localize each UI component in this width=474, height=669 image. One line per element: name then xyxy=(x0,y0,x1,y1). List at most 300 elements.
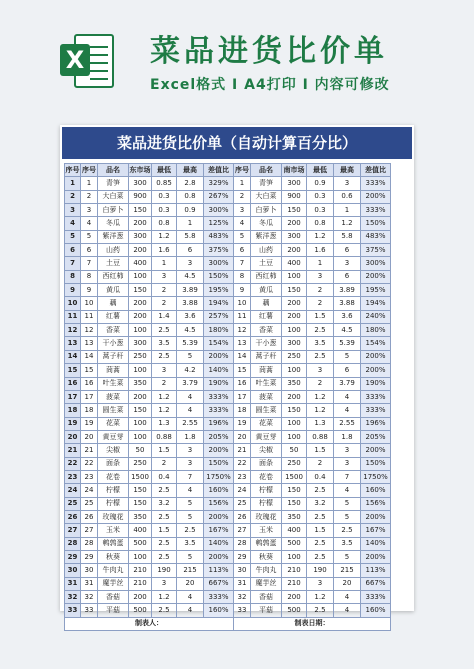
table-cell: 15 xyxy=(81,364,98,377)
column-header: 差值比 xyxy=(361,164,391,177)
table-cell: 150 xyxy=(129,204,152,217)
column-header: 最高 xyxy=(334,164,361,177)
table-cell: 2.8 xyxy=(177,177,204,190)
table-cell: 3.6 xyxy=(177,310,204,323)
table-cell: 1.2 xyxy=(152,404,177,417)
column-header: 南市场 xyxy=(282,164,307,177)
table-cell: 鹌鹑蛋 xyxy=(251,537,282,550)
table-cell: 150% xyxy=(204,270,234,283)
table-cell: 3 xyxy=(234,204,251,217)
table-cell: 牛肉丸 xyxy=(98,564,129,577)
table-cell: 200% xyxy=(361,270,391,283)
table-cell: 483% xyxy=(361,230,391,243)
table-cell: 333% xyxy=(361,390,391,403)
table-cell: 魔芋丝 xyxy=(98,577,129,590)
table-row xyxy=(65,444,391,457)
table-cell: 1.6 xyxy=(307,244,334,257)
table-cell: 3 xyxy=(334,444,361,457)
table-cell: 3.89 xyxy=(334,284,361,297)
table-cell: 350 xyxy=(129,510,152,523)
table-cell: 5.39 xyxy=(177,337,204,350)
table-cell: 200 xyxy=(282,217,307,230)
table-cell: 350 xyxy=(282,510,307,523)
table-cell: 3 xyxy=(152,364,177,377)
table-cell: 4 xyxy=(177,604,204,617)
table-cell: 125% xyxy=(204,217,234,230)
table-cell: 25 xyxy=(81,497,98,510)
table-cell: 20 xyxy=(177,577,204,590)
table-cell: 1.2 xyxy=(152,591,177,604)
table-cell: 0.4 xyxy=(152,470,177,483)
table-cell: 150% xyxy=(204,457,234,470)
table-cell: 32 xyxy=(81,591,98,604)
table-cell: 18 xyxy=(81,404,98,417)
table-cell: 31 xyxy=(81,577,98,590)
table-cell: 200 xyxy=(282,244,307,257)
table-cell: 0.8 xyxy=(152,217,177,230)
table-cell: 150 xyxy=(282,484,307,497)
table-cell: 50 xyxy=(282,444,307,457)
table-cell: 2 xyxy=(234,190,251,203)
table-cell: 5.8 xyxy=(177,230,204,243)
table-row xyxy=(65,310,391,323)
table-cell: 200 xyxy=(282,390,307,403)
table-cell: 205% xyxy=(204,430,234,443)
table-cell: 30 xyxy=(234,564,251,577)
table-cell: 花菜 xyxy=(98,417,129,430)
table-row xyxy=(65,484,391,497)
table-cell: 667% xyxy=(361,577,391,590)
table-cell: 333% xyxy=(204,591,234,604)
table-cell: 2.5 xyxy=(152,510,177,523)
table-cell: 15 xyxy=(234,364,251,377)
table-cell: 黄瓜 xyxy=(98,284,129,297)
table-cell: 蒿子秆 xyxy=(251,350,282,363)
table-cell: 1 xyxy=(81,177,98,190)
row-index-cell: 3 xyxy=(65,204,81,217)
table-cell: 350 xyxy=(129,377,152,390)
table-cell: 257% xyxy=(204,310,234,323)
table-cell: 1.5 xyxy=(307,524,334,537)
table-cell: 香菜 xyxy=(251,324,282,337)
table-row xyxy=(65,417,391,430)
table-cell: 200 xyxy=(129,217,152,230)
table-cell: 平菇 xyxy=(98,604,129,617)
table-cell: 200 xyxy=(129,244,152,257)
table-cell: 375% xyxy=(204,244,234,257)
table-cell: 紫洋葱 xyxy=(98,230,129,243)
table-cell: 7 xyxy=(177,470,204,483)
row-index-cell: 6 xyxy=(65,244,81,257)
table-cell: 3 xyxy=(177,257,204,270)
table-cell: 200 xyxy=(129,297,152,310)
table-cell: 22 xyxy=(81,457,98,470)
table-cell: 113% xyxy=(361,564,391,577)
table-cell: 6 xyxy=(234,244,251,257)
table-cell: 青笋 xyxy=(251,177,282,190)
row-index-cell: 24 xyxy=(65,484,81,497)
table-cell: 4 xyxy=(177,404,204,417)
table-cell: 215 xyxy=(334,564,361,577)
table-cell: 0.85 xyxy=(152,177,177,190)
table-cell: 7 xyxy=(81,257,98,270)
table-cell: 300% xyxy=(361,257,391,270)
table-cell: 200 xyxy=(129,310,152,323)
table-cell: 29 xyxy=(234,550,251,563)
table-cell: 350 xyxy=(282,377,307,390)
table-cell: 1 xyxy=(177,217,204,230)
row-index-cell: 15 xyxy=(65,364,81,377)
table-cell: 156% xyxy=(204,497,234,510)
table-cell: 0.88 xyxy=(152,430,177,443)
table-row xyxy=(65,177,391,190)
table-cell: 100 xyxy=(129,324,152,337)
table-cell: 2.5 xyxy=(152,604,177,617)
table-header-row xyxy=(65,164,391,177)
table-cell: 250 xyxy=(282,350,307,363)
table-cell: 2.5 xyxy=(307,350,334,363)
table-cell: 250 xyxy=(282,457,307,470)
table-cell: 1500 xyxy=(282,470,307,483)
table-cell: 200 xyxy=(282,297,307,310)
table-cell: 山药 xyxy=(98,244,129,257)
table-cell: 0.6 xyxy=(334,190,361,203)
table-cell: 333% xyxy=(361,204,391,217)
table-cell: 2.5 xyxy=(307,537,334,550)
table-cell: 1750% xyxy=(361,470,391,483)
table-cell: 500 xyxy=(282,537,307,550)
table-cell: 5 xyxy=(177,510,204,523)
row-index-cell: 13 xyxy=(65,337,81,350)
table-cell: 300 xyxy=(282,337,307,350)
table-cell: 3.88 xyxy=(334,297,361,310)
table-cell: 面条 xyxy=(251,457,282,470)
table-row xyxy=(65,470,391,483)
row-index-cell: 5 xyxy=(65,230,81,243)
table-cell: 2.5 xyxy=(334,524,361,537)
table-cell: 2 xyxy=(152,284,177,297)
column-header: 序号 xyxy=(81,164,98,177)
column-header: 品名 xyxy=(98,164,129,177)
table-cell: 150 xyxy=(129,497,152,510)
table-cell: 3.2 xyxy=(152,497,177,510)
table-cell: 西红柿 xyxy=(251,270,282,283)
table-cell: 200% xyxy=(361,444,391,457)
table-cell: 花菜 xyxy=(251,417,282,430)
table-cell: 21 xyxy=(234,444,251,457)
table-cell: 19 xyxy=(81,417,98,430)
table-cell: 17 xyxy=(81,390,98,403)
table-cell: 194% xyxy=(361,297,391,310)
table-cell: 1.2 xyxy=(307,404,334,417)
table-cell: 300% xyxy=(204,204,234,217)
table-cell: 2 xyxy=(307,457,334,470)
table-cell: 红薯 xyxy=(251,310,282,323)
table-cell: 2 xyxy=(307,297,334,310)
table-cell: 200 xyxy=(282,591,307,604)
table-cell: 柠檬 xyxy=(251,484,282,497)
table-cell: 青笋 xyxy=(98,177,129,190)
table-cell: 2.5 xyxy=(152,324,177,337)
table-cell: 167% xyxy=(361,524,391,537)
row-index-cell: 16 xyxy=(65,377,81,390)
table-row xyxy=(65,377,391,390)
table-row xyxy=(65,297,391,310)
table-cell: 267% xyxy=(204,190,234,203)
row-index-cell: 20 xyxy=(65,430,81,443)
table-cell: 12 xyxy=(81,324,98,337)
table-cell: 土豆 xyxy=(251,257,282,270)
table-cell: 5 xyxy=(334,550,361,563)
table-cell: 0.3 xyxy=(152,190,177,203)
table-cell: 1.2 xyxy=(307,591,334,604)
table-cell: 150 xyxy=(282,284,307,297)
table-cell: 160% xyxy=(361,484,391,497)
table-cell: 0.4 xyxy=(307,470,334,483)
table-cell: 黄豆芽 xyxy=(98,430,129,443)
table-row xyxy=(65,217,391,230)
row-index-cell: 22 xyxy=(65,457,81,470)
table-cell: 11 xyxy=(81,310,98,323)
table-cell: 200% xyxy=(361,550,391,563)
row-index-cell: 21 xyxy=(65,444,81,457)
table-row xyxy=(65,284,391,297)
table-cell: 2.5 xyxy=(307,604,334,617)
table-cell: 150 xyxy=(282,404,307,417)
prepared-by-label: 制表人： xyxy=(65,617,234,630)
table-cell: 100 xyxy=(282,417,307,430)
table-cell: 500 xyxy=(129,537,152,550)
table-cell: 154% xyxy=(204,337,234,350)
table-cell: 2 xyxy=(152,297,177,310)
table-cell: 玉米 xyxy=(98,524,129,537)
table-cell: 100 xyxy=(282,324,307,337)
table-cell: 240% xyxy=(361,310,391,323)
table-cell: 2.5 xyxy=(152,350,177,363)
table-cell: 4 xyxy=(334,591,361,604)
table-cell: 3 xyxy=(177,457,204,470)
table-cell: 17 xyxy=(234,390,251,403)
table-cell: 21 xyxy=(81,444,98,457)
table-cell: 3 xyxy=(334,177,361,190)
table-cell: 大白菜 xyxy=(251,190,282,203)
table-cell: 花卷 xyxy=(251,470,282,483)
table-cell: 100 xyxy=(129,550,152,563)
table-cell: 3 xyxy=(152,577,177,590)
row-index-cell: 2 xyxy=(65,190,81,203)
table-cell: 1 xyxy=(307,257,334,270)
row-index-cell: 32 xyxy=(65,591,81,604)
row-index-cell: 31 xyxy=(65,577,81,590)
table-cell: 195% xyxy=(204,284,234,297)
column-header: 品名 xyxy=(251,164,282,177)
table-cell: 2.5 xyxy=(152,484,177,497)
table-cell: 1.3 xyxy=(307,417,334,430)
table-cell: 1.2 xyxy=(307,390,334,403)
table-cell: 3 xyxy=(307,577,334,590)
table-cell: 7 xyxy=(234,257,251,270)
table-cell: 0.9 xyxy=(177,204,204,217)
table-cell: 3 xyxy=(81,204,98,217)
row-index-cell: 14 xyxy=(65,350,81,363)
table-cell: 6 xyxy=(334,364,361,377)
table-cell: 土豆 xyxy=(98,257,129,270)
table-cell: 香菇 xyxy=(251,591,282,604)
table-cell: 375% xyxy=(361,244,391,257)
table-cell: 5 xyxy=(234,230,251,243)
table-cell: 250 xyxy=(129,350,152,363)
table-row xyxy=(65,591,391,604)
table-cell: 20 xyxy=(334,577,361,590)
table-cell: 4 xyxy=(334,404,361,417)
table-cell: 0.9 xyxy=(307,177,334,190)
table-cell: 平菇 xyxy=(251,604,282,617)
table-cell: 2 xyxy=(152,377,177,390)
table-cell: 13 xyxy=(234,337,251,350)
table-cell: 205% xyxy=(361,430,391,443)
table-cell: 150 xyxy=(282,204,307,217)
table-cell: 200% xyxy=(361,350,391,363)
table-cell: 180% xyxy=(204,324,234,337)
table-cell: 尖椒 xyxy=(251,444,282,457)
table-cell: 27 xyxy=(81,524,98,537)
table-cell: 柠檬 xyxy=(98,497,129,510)
column-header: 差值比 xyxy=(204,164,234,177)
excel-logo-icon xyxy=(56,30,118,92)
table-cell: 1.5 xyxy=(307,310,334,323)
column-header: 最低 xyxy=(152,164,177,177)
row-index-cell: 18 xyxy=(65,404,81,417)
table-cell: 5 xyxy=(177,497,204,510)
table-row xyxy=(65,564,391,577)
table-cell: 3.2 xyxy=(307,497,334,510)
table-cell: 215 xyxy=(177,564,204,577)
table-cell: 4.2 xyxy=(177,364,204,377)
spreadsheet-preview xyxy=(60,125,414,628)
table-cell: 27 xyxy=(234,524,251,537)
table-cell: 山药 xyxy=(251,244,282,257)
table-cell: 1.8 xyxy=(334,430,361,443)
table-cell: 156% xyxy=(361,497,391,510)
table-cell: 300 xyxy=(129,230,152,243)
table-cell: 叶生菜 xyxy=(98,377,129,390)
table-row xyxy=(65,257,391,270)
table-cell: 1.2 xyxy=(152,230,177,243)
table-cell: 面条 xyxy=(98,457,129,470)
table-cell: 10 xyxy=(234,297,251,310)
table-cell: 茼蒿 xyxy=(251,364,282,377)
table-cell: 400 xyxy=(129,257,152,270)
table-cell: 紫洋葱 xyxy=(251,230,282,243)
table-cell: 4 xyxy=(177,390,204,403)
table-cell: 5 xyxy=(334,497,361,510)
table-cell: 香菜 xyxy=(98,324,129,337)
table-cell: 190 xyxy=(152,564,177,577)
table-row xyxy=(65,430,391,443)
table-cell: 3 xyxy=(307,270,334,283)
table-cell: 180% xyxy=(361,324,391,337)
table-cell: 50 xyxy=(129,444,152,457)
table-cell: 1.6 xyxy=(152,244,177,257)
table-cell: 3.5 xyxy=(334,537,361,550)
table-cell: 196% xyxy=(204,417,234,430)
table-cell: 5 xyxy=(177,550,204,563)
table-row xyxy=(65,364,391,377)
table-cell: 8 xyxy=(234,270,251,283)
table-cell: 9 xyxy=(81,284,98,297)
table-cell: 2.55 xyxy=(177,417,204,430)
table-cell: 900 xyxy=(282,190,307,203)
table-cell: 8 xyxy=(81,270,98,283)
row-index-cell: 12 xyxy=(65,324,81,337)
table-cell: 秋葵 xyxy=(251,550,282,563)
table-cell: 2.5 xyxy=(152,537,177,550)
table-cell: 牛肉丸 xyxy=(251,564,282,577)
table-row xyxy=(65,204,391,217)
table-cell: 4 xyxy=(81,217,98,230)
table-cell: 167% xyxy=(204,524,234,537)
row-index-cell: 28 xyxy=(65,537,81,550)
row-index-cell: 11 xyxy=(65,310,81,323)
table-row xyxy=(65,457,391,470)
table-row xyxy=(65,404,391,417)
table-cell: 333% xyxy=(361,591,391,604)
table-cell: 0.3 xyxy=(152,204,177,217)
table-cell: 28 xyxy=(81,537,98,550)
table-cell: 叶生菜 xyxy=(251,377,282,390)
table-cell: 0.3 xyxy=(307,204,334,217)
table-cell: 5 xyxy=(334,510,361,523)
table-cell: 9 xyxy=(234,284,251,297)
table-cell: 6 xyxy=(334,270,361,283)
table-cell: 190% xyxy=(204,377,234,390)
table-cell: 154% xyxy=(361,337,391,350)
table-cell: 菠菜 xyxy=(98,390,129,403)
table-cell: 魔芋丝 xyxy=(251,577,282,590)
table-cell: 28 xyxy=(234,537,251,550)
table-cell: 1.3 xyxy=(152,417,177,430)
row-index-cell: 19 xyxy=(65,417,81,430)
table-cell: 4 xyxy=(177,484,204,497)
table-cell: 白萝卜 xyxy=(98,204,129,217)
table-cell: 7 xyxy=(334,470,361,483)
table-cell: 33 xyxy=(81,604,98,617)
table-row xyxy=(65,497,391,510)
table-cell: 33 xyxy=(234,604,251,617)
table-cell: 18 xyxy=(234,404,251,417)
table-cell: 3 xyxy=(152,270,177,283)
table-cell: 1500 xyxy=(129,470,152,483)
table-cell: 10 xyxy=(81,297,98,310)
row-index-cell: 1 xyxy=(65,177,81,190)
table-cell: 200% xyxy=(204,350,234,363)
table-cell: 160% xyxy=(204,484,234,497)
table-cell: 194% xyxy=(204,297,234,310)
table-cell: 300 xyxy=(129,177,152,190)
table-row xyxy=(65,577,391,590)
table-cell: 329% xyxy=(204,177,234,190)
table-cell: 1 xyxy=(152,257,177,270)
table-cell: 1750% xyxy=(204,470,234,483)
sheet-title: 菜品进货比价单（自动计算百分比） xyxy=(62,127,412,159)
table-cell: 干小葱 xyxy=(98,337,129,350)
table-cell: 尖椒 xyxy=(98,444,129,457)
table-cell: 500 xyxy=(129,604,152,617)
table-cell: 6 xyxy=(81,244,98,257)
table-row xyxy=(65,270,391,283)
row-index-cell: 8 xyxy=(65,270,81,283)
table-cell: 红薯 xyxy=(98,310,129,323)
